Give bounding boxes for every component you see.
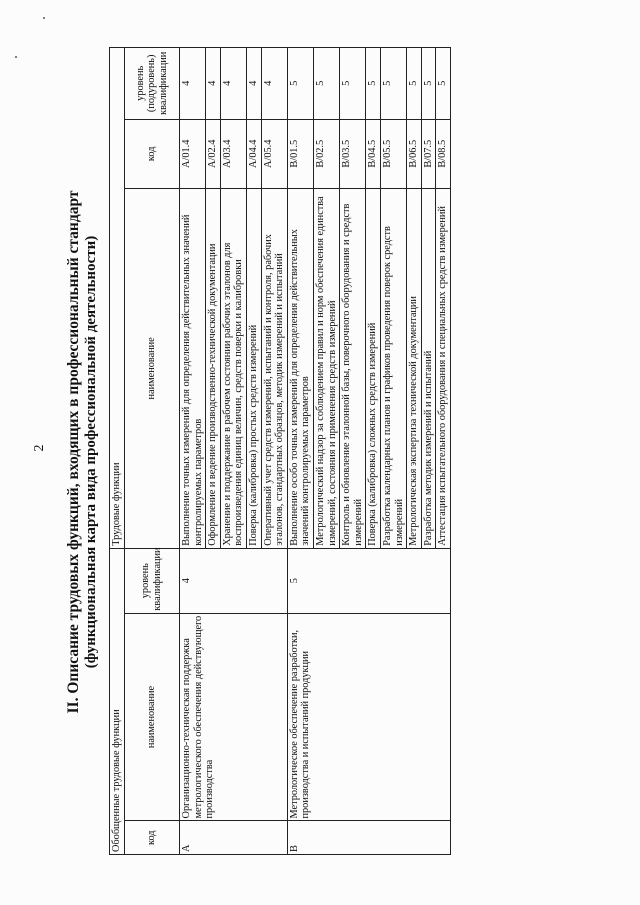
group-name: Метрологическое обеспечение разработки, производства и испытаний продукции bbox=[287, 613, 450, 821]
function-level: 4 bbox=[206, 48, 221, 120]
function-level: 5 bbox=[407, 48, 422, 120]
function-code: B/03.5 bbox=[340, 119, 366, 188]
header-code: код bbox=[125, 821, 180, 855]
table-row bbox=[287, 48, 313, 855]
functional-map bbox=[109, 47, 595, 855]
function-name: Оформление и ведение производственно-технической документации bbox=[206, 188, 221, 548]
function-name: Метрологический надзор за соблюдением правил и норм обеспечения единства измерений, состояния и применения средств измерений bbox=[313, 188, 339, 548]
function-level: 5 bbox=[366, 48, 381, 120]
function-level: 5 bbox=[287, 48, 313, 120]
function-name: Разработка календарных планов и графиков проведения поверок средств измерений bbox=[380, 188, 406, 548]
function-code: B/08.5 bbox=[436, 119, 451, 188]
function-name: Выполнение точных измерений для определения действительных значений контролируемых параметров bbox=[180, 188, 206, 548]
function-level: 5 bbox=[421, 48, 436, 120]
table-row bbox=[180, 48, 206, 855]
function-code: B/01.5 bbox=[287, 119, 313, 188]
group-header-functions: Трудовые функции bbox=[110, 48, 125, 549]
function-name: Оперативный учет средств измерений, испытаний и контроля, рабочих эталонов, стандартных образцов, методик измерений и испытаний bbox=[261, 188, 287, 548]
function-code: A/01.4 bbox=[180, 119, 206, 188]
function-code: B/02.5 bbox=[313, 119, 339, 188]
group-level: 4 bbox=[180, 548, 288, 613]
group-level: 5 bbox=[287, 548, 450, 613]
scan-speck bbox=[15, 56, 17, 58]
function-level: 4 bbox=[220, 48, 246, 120]
function-code: B/05.5 bbox=[380, 119, 406, 188]
function-code: A/05.4 bbox=[261, 119, 287, 188]
function-name: Поверка (калибровка) простых средств измерений bbox=[246, 188, 261, 548]
function-level: 4 bbox=[180, 48, 206, 120]
page-title: II. Описание трудовых функций, входящих в профессиональный стандарт bbox=[65, 190, 82, 714]
page-subtitle: (функциональная карта вида профессиональной деятельности) bbox=[83, 235, 99, 669]
function-level: 5 bbox=[380, 48, 406, 120]
page-number: 2 bbox=[32, 444, 47, 452]
function-name: Разработка методик измерений и испытаний bbox=[421, 188, 436, 548]
function-level: 5 bbox=[313, 48, 339, 120]
function-level: 5 bbox=[340, 48, 366, 120]
functions-table bbox=[109, 47, 451, 855]
header-level: уровень квалификации bbox=[125, 548, 180, 613]
function-name: Выполнение особо точных измерений для определения действительных значений контролируемых параметров bbox=[287, 188, 313, 548]
function-name: Поверка (калибровка) сложных средств измерений bbox=[366, 188, 381, 548]
function-code: B/04.5 bbox=[366, 119, 381, 188]
header-function-level: уровень (подуровень) квалификации bbox=[125, 48, 180, 120]
function-level: 4 bbox=[261, 48, 287, 120]
function-code: A/02.4 bbox=[206, 119, 221, 188]
function-level: 5 bbox=[436, 48, 451, 120]
group-code: В bbox=[287, 821, 450, 855]
function-code: A/04.4 bbox=[246, 119, 261, 188]
function-name: Хранение и поддержание в рабочем состоянии рабочих эталонов для воспроизведения единиц величин, средств поверки и калибровки bbox=[220, 188, 246, 548]
function-code: B/07.5 bbox=[421, 119, 436, 188]
function-code: A/03.4 bbox=[220, 119, 246, 188]
function-name: Контроль и обновление эталонной базы, поверочного оборудования и средств измерений bbox=[340, 188, 366, 548]
function-level: 4 bbox=[246, 48, 261, 120]
group-name: Организационно-техническая поддержка метрологического обеспечения действующего производства bbox=[180, 613, 288, 821]
function-name: Метрологическая экспертиза технической документации bbox=[407, 188, 422, 548]
function-code: B/06.5 bbox=[407, 119, 422, 188]
header-name: наименование bbox=[125, 613, 180, 821]
header-function-code: код bbox=[125, 119, 180, 188]
group-header-generalized: Обобщенные трудовые функции bbox=[110, 548, 125, 854]
scan-speck bbox=[43, 17, 45, 19]
header-function-name: наименование bbox=[125, 188, 180, 548]
group-code: А bbox=[180, 821, 288, 855]
function-name: Аттестация испытательного оборудования и специальных средств измерений bbox=[436, 188, 451, 548]
